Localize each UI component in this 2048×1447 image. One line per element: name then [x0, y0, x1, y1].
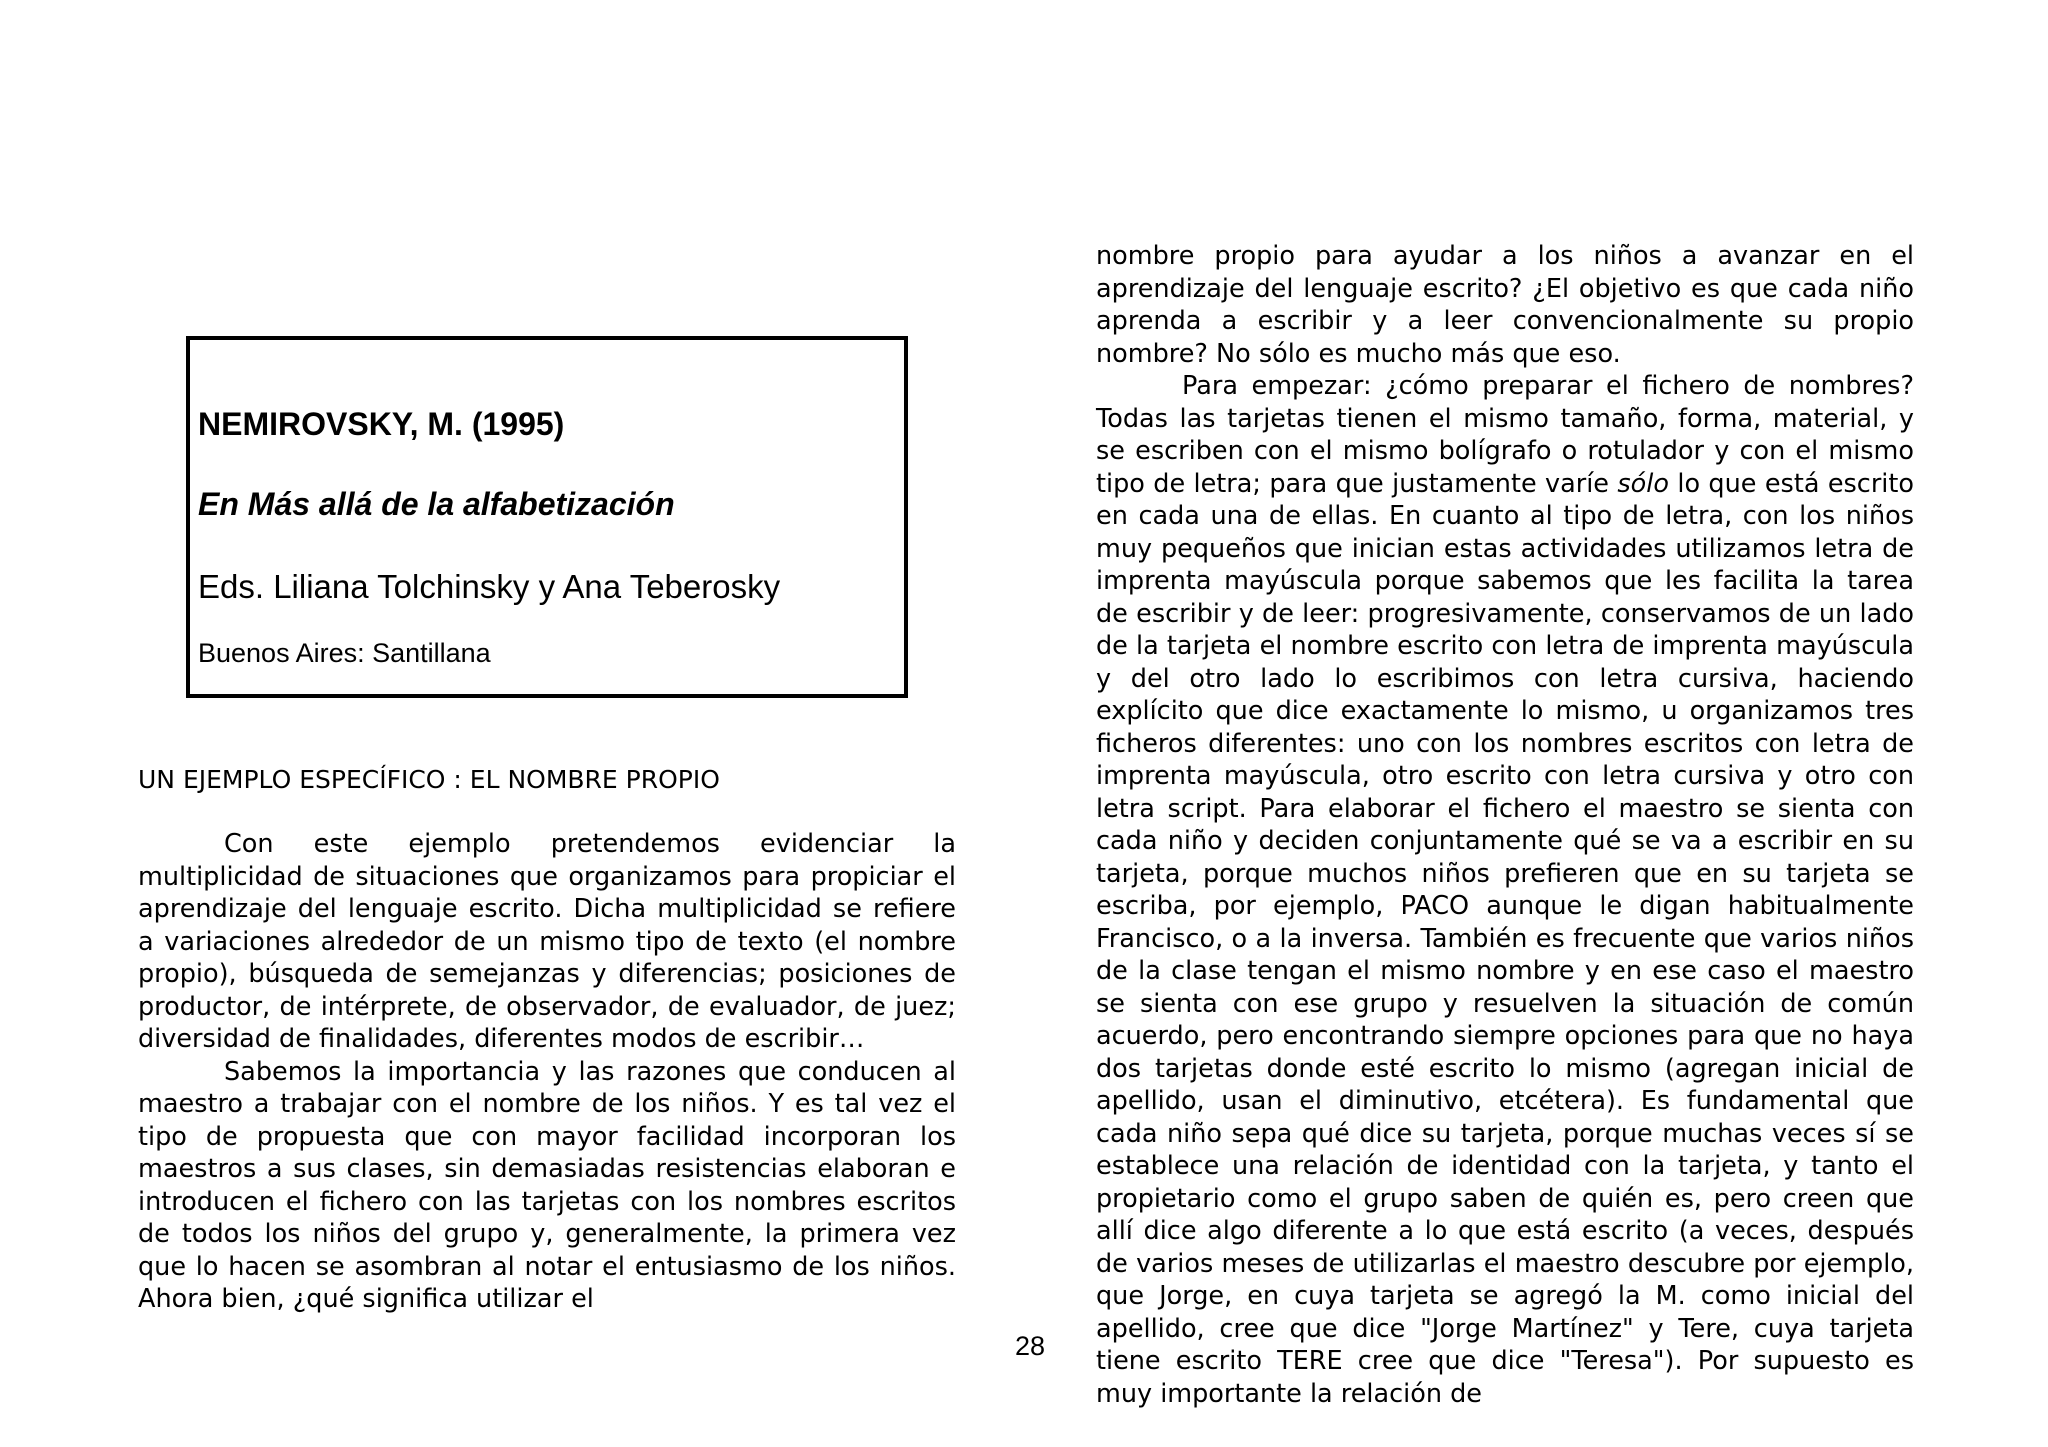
right-paragraph-2: [1096, 370, 1914, 1410]
section-heading: UN EJEMPLO ESPECÍFICO : EL NOMBRE PROPIO: [138, 765, 720, 794]
reference-author: NEMIROVSKY, M. (1995): [198, 406, 565, 442]
reference-book-title: En Más allá de la alfabetización: [198, 486, 675, 522]
page-number: 28: [1014, 1331, 1046, 1361]
left-column: [138, 828, 956, 1316]
right-column: [1096, 240, 1914, 1410]
reference-publisher-place: Buenos Aires: Santillana: [198, 638, 491, 668]
left-paragraph-1: Con este ejemplo pretendemos evidenciar la multiplicidad de situaciones que organizamos para propiciar el aprendizaje del lenguaje escrito. Dicha multiplicidad se refiere a variaciones alrededor de un mismo tipo de texto (el nombre propio), búsqueda de semejanzas y diferencias; posiciones de productor, de intérprete, de observador, de evaluador, de juez; diversidad de finalidades, diferentes modos de escribir…: [138, 829, 956, 1054]
right-paragraph-2-rest: lo que está escrito en cada una de ellas. En cuanto al tipo de letra, con los niños muy pequeños que inician estas actividades utilizamos letra de imprenta mayúscula porque sabemos que les facilita la tarea de escribir y de leer: progresivamente, conservamos de un lado de la tarjeta el nombre escrito con letra de imprenta mayúscula y del otro lado lo escribimos con letra cursiva, haciendo explícito que dice exactamente lo mismo, u organizamos tres ficheros diferentes: uno con los nombres escritos con letra de imprenta mayúscula, otro escrito con letra cursiva y otro con letra script. Para elaborar el fichero el maestro se sienta con cada niño y deciden conjuntamente qué se va a escribir en su tarjeta, porque muchos niños prefieren que en su tarjeta se escriba, por ejemplo, PACO aunque le digan habitualmente Francisco, o a la inversa. También es frecuente que varios niños de la clase tengan el mismo nombre y en ese caso el maestro se sienta con ese grupo y resuelven la situación de común acuerdo, pero encontrando siempre opciones para que no haya dos tarjetas donde esté escrito lo mismo (agregan inicial de apellido, usan el diminutivo, etcétera). Es fundamental que cada niño sepa qué dice su tarjeta, porque muchas veces sí se establece una relación de identidad con la tarjeta, y tanto el propietario como el grupo saben de quién es, pero creen que allí dice algo diferente a lo que está escrito (a veces, después de varios meses de utilizarlas el maestro descubre por ejemplo, que Jorge, en cuya tarjeta se agregó la M. como inicial del apellido, cree que dice "Jorge Martínez" y Tere, cuya tarjeta tiene escrito TERE cree que dice "Teresa"). Por supuesto es muy importante la relación de: [1096, 468, 1914, 1409]
left-paragraph-2: Sabemos la importancia y las razones que conducen al maestro a trabajar con el nombre de los niños. Y es tal vez el tipo de propuesta que con mayor facilidad incorporan los maestros a sus clases, sin demasiadas resistencias elaboran e introducen el fichero con las tarjetas con los nombres escritos de todos los niños del grupo y, generalmente, la primera vez que lo hacen se asombran al notar el entusiasmo de los niños. Ahora bien, ¿qué significa utilizar el: [138, 1056, 956, 1314]
emphasized-word: sólo: [1617, 468, 1669, 499]
reference-editors: Eds. Liliana Tolchinsky y Ana Teberosky: [198, 568, 781, 605]
right-paragraph-2-start: Para empezar: ¿cómo preparar el fichero de nombres? Todas las tarjetas tienen el mismo tamaño, forma, material, y se escriben con el mismo bolígrafo o rotulador y con el mismo tipo de letra; para que justamente varíe: [1096, 371, 1914, 499]
bibliographic-reference-box: [186, 336, 908, 698]
right-paragraph-1: nombre propio para ayudar a los niños a avanzar en el aprendizaje del lenguaje escrito? ¿El objetivo es que cada niño aprenda a escribir y a leer convencionalmente su propio nombre? No sólo es mucho más que eso.: [1096, 241, 1914, 369]
